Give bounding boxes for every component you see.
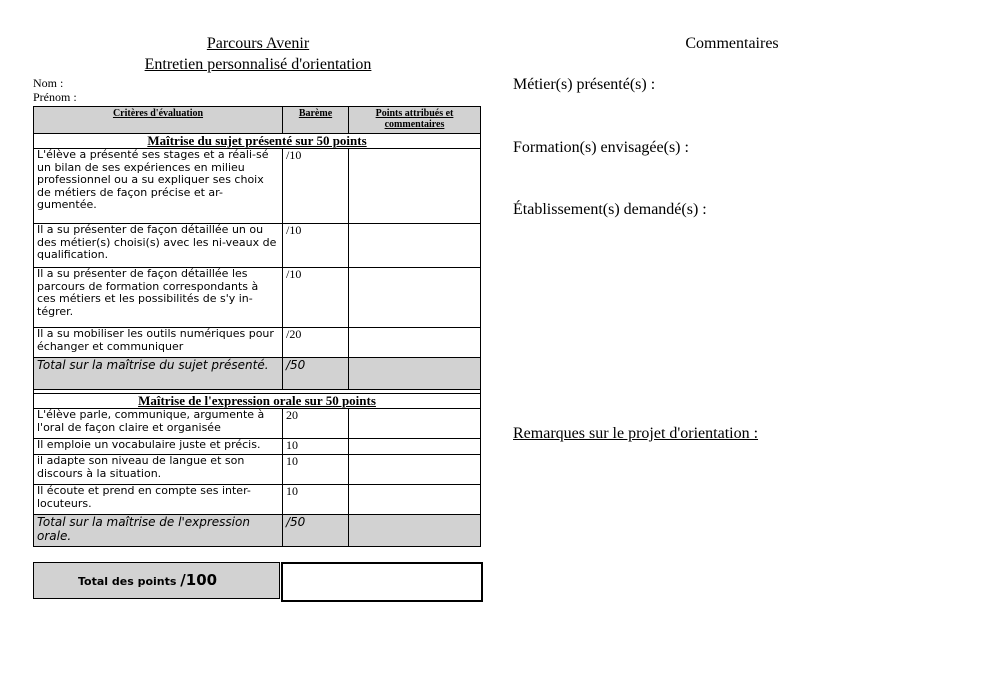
header-points: Points attribués et commentaires bbox=[349, 107, 481, 134]
points-cell[interactable] bbox=[349, 268, 481, 328]
evaluation-table bbox=[33, 106, 481, 547]
bareme-cell: 10 bbox=[283, 439, 349, 455]
table-row bbox=[34, 409, 481, 439]
points-cell[interactable] bbox=[349, 409, 481, 439]
bareme-cell: 10 bbox=[283, 455, 349, 485]
total-row-sujet bbox=[34, 358, 481, 390]
total-row-oral bbox=[34, 515, 481, 547]
total-points-text: Total des points bbox=[78, 575, 177, 588]
critere-cell: L'élève parle, communique, argumente à l'oral de façon claire et organisée bbox=[34, 409, 283, 439]
bareme-cell: /10 bbox=[283, 268, 349, 328]
nom-label: Nom : bbox=[33, 76, 64, 90]
header-criteres: Critères d'évaluation bbox=[34, 107, 283, 134]
table-header-row bbox=[34, 107, 481, 134]
points-cell[interactable] bbox=[349, 328, 481, 358]
total-points-sujet[interactable] bbox=[349, 358, 481, 390]
critere-cell: Il emploie un vocabulaire juste et précis. bbox=[34, 439, 283, 455]
table-row bbox=[34, 224, 481, 268]
total-points-max: /100 bbox=[180, 571, 218, 589]
metiers-label: Métier(s) présenté(s) : bbox=[513, 76, 656, 93]
table-row bbox=[34, 439, 481, 455]
critere-cell: il adapte son niveau de langue et son discours à la situation. bbox=[34, 455, 283, 485]
total-points-input[interactable] bbox=[281, 562, 483, 602]
critere-cell: Il a su présenter de façon détaillée les parcours de formation correspondants à ces métiers et les possibilités de s'y in-tégrer. bbox=[34, 268, 283, 328]
points-cell[interactable] bbox=[349, 224, 481, 268]
bareme-cell: /10 bbox=[283, 224, 349, 268]
points-cell[interactable] bbox=[349, 485, 481, 515]
formations-label: Formation(s) envisagée(s) : bbox=[513, 139, 689, 156]
critere-cell: Il écoute et prend en compte ses inter-locuteurs. bbox=[34, 485, 283, 515]
total-bareme-oral: /50 bbox=[283, 515, 349, 547]
page-subtitle: Entretien personnalisé d'orientation bbox=[144, 56, 372, 73]
total-label-sujet: Total sur la maîtrise du sujet présenté. bbox=[34, 358, 283, 390]
table-row bbox=[34, 268, 481, 328]
total-points-label bbox=[33, 562, 280, 599]
bareme-cell: /10 bbox=[283, 149, 349, 224]
prenom-label: Prénom : bbox=[33, 90, 77, 104]
bareme-cell: 10 bbox=[283, 485, 349, 515]
table-row bbox=[34, 455, 481, 485]
critere-cell: Il a su présenter de façon détaillée un ou des métier(s) choisi(s) avec les ni-veaux de qualification. bbox=[34, 224, 283, 268]
table-row bbox=[34, 328, 481, 358]
comments-title: Commentaires bbox=[685, 35, 779, 52]
etablissements-label: Établissement(s) demandé(s) : bbox=[513, 201, 707, 218]
bareme-cell: /20 bbox=[283, 328, 349, 358]
critere-cell: L'élève a présenté ses stages et a réali-sé un bilan de ses expériences en milieu professionnel ou a su expliquer ses choix de métiers de façon précise et ar-gumentée. bbox=[34, 149, 283, 224]
critere-cell: Il a su mobiliser les outils numériques pour échanger et communiquer bbox=[34, 328, 283, 358]
remarques-label: Remarques sur le projet d'orientation : bbox=[513, 425, 759, 442]
page-title: Parcours Avenir bbox=[206, 35, 310, 52]
points-cell[interactable] bbox=[349, 455, 481, 485]
table-row bbox=[34, 149, 481, 224]
points-cell[interactable] bbox=[349, 149, 481, 224]
total-label-oral: Total sur la maîtrise de l'expression orale. bbox=[34, 515, 283, 547]
total-points-oral[interactable] bbox=[349, 515, 481, 547]
total-bareme-sujet: /50 bbox=[283, 358, 349, 390]
section-title-sujet: Maîtrise du sujet présenté sur 50 points bbox=[34, 134, 481, 149]
section-title-oral: Maîtrise de l'expression orale sur 50 points bbox=[34, 394, 481, 409]
table-row bbox=[34, 485, 481, 515]
points-cell[interactable] bbox=[349, 439, 481, 455]
bareme-cell: 20 bbox=[283, 409, 349, 439]
header-bareme: Barème bbox=[283, 107, 349, 134]
